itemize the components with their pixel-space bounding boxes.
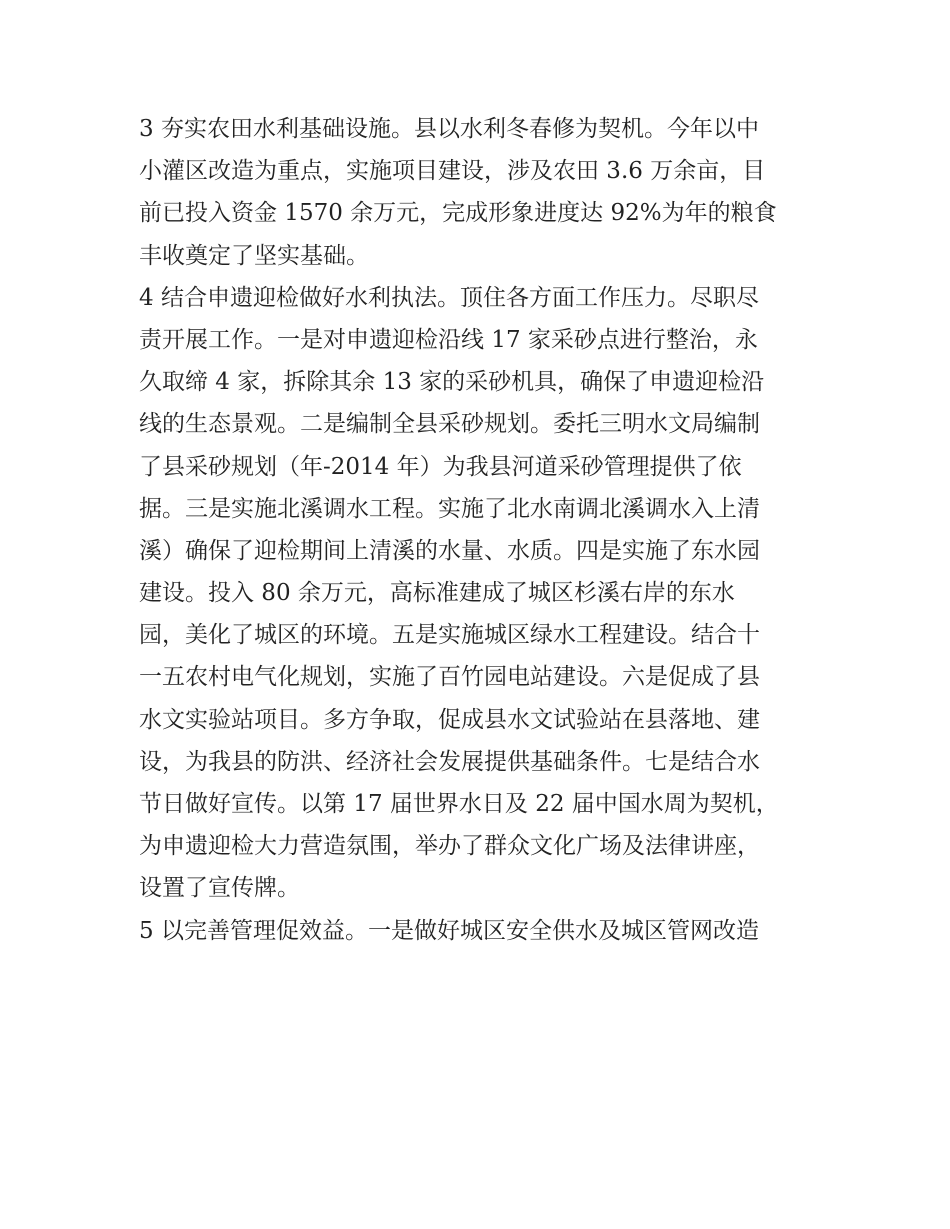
text-line: 设，为我县的防洪、经济社会发展提供基础条件。七是结合水 bbox=[139, 748, 760, 775]
text-line: 了县采砂规划（年-2014 年）为我县河道采砂管理提供了依 bbox=[139, 453, 742, 480]
text-line: 3 夯实农田水利基础设施。县以水利冬春修为契机。今年以中 bbox=[139, 116, 759, 142]
text-line: 小灌区改造为重点，实施项目建设，涉及农田 3.6 万余亩，目 bbox=[139, 158, 766, 185]
text-line: 溪）确保了迎检期间上清溪的水量、水质。四是实施了东水园 bbox=[139, 537, 760, 564]
body-text bbox=[139, 108, 819, 952]
text-line: 据。三是实施北溪调水工程。实施了北水南调北溪调水入上清 bbox=[139, 495, 760, 522]
text-line: 丰收奠定了坚实基础。 bbox=[139, 242, 369, 269]
text-line: 4 结合申遗迎检做好水利执法。顶住各方面工作压力。尽职尽 bbox=[139, 284, 759, 311]
text-line: 设置了宣传牌。 bbox=[139, 875, 300, 902]
text-line: 责开展工作。一是对申遗迎检沿线 17 家采砂点进行整治，永 bbox=[139, 326, 758, 353]
text-line: 5 以完善管理促效益。一是做好城区安全供水及城区管网改造 bbox=[139, 917, 759, 944]
text-line: 久取缔 4 家，拆除其余 13 家的采砂机具，确保了申遗迎检沿 bbox=[139, 369, 765, 396]
text-line: 线的生态景观。二是编制全县采砂规划。委托三明水文局编制 bbox=[139, 411, 760, 438]
text-line: 一五农村电气化规划，实施了百竹园电站建设。六是促成了县 bbox=[139, 664, 760, 691]
text-line: 前已投入资金 1570 余万元，完成形象进度达 92%为年的粮食 bbox=[139, 200, 777, 227]
text-line: 园，美化了城区的环境。五是实施城区绿水工程建设。结合十 bbox=[139, 622, 760, 649]
text-line: 建设。投入 80 余万元，高标准建成了城区杉溪右岸的东水 bbox=[139, 580, 735, 607]
text-line: 节日做好宣传。以第 17 届世界水日及 22 届中国水周为契机， bbox=[139, 791, 779, 817]
text-line: 水文实验站项目。多方争取，促成县水文试验站在县落地、建 bbox=[139, 706, 760, 733]
text-line: 为申遗迎检大力营造氛围，举办了群众文化广场及法律讲座， bbox=[139, 833, 760, 860]
